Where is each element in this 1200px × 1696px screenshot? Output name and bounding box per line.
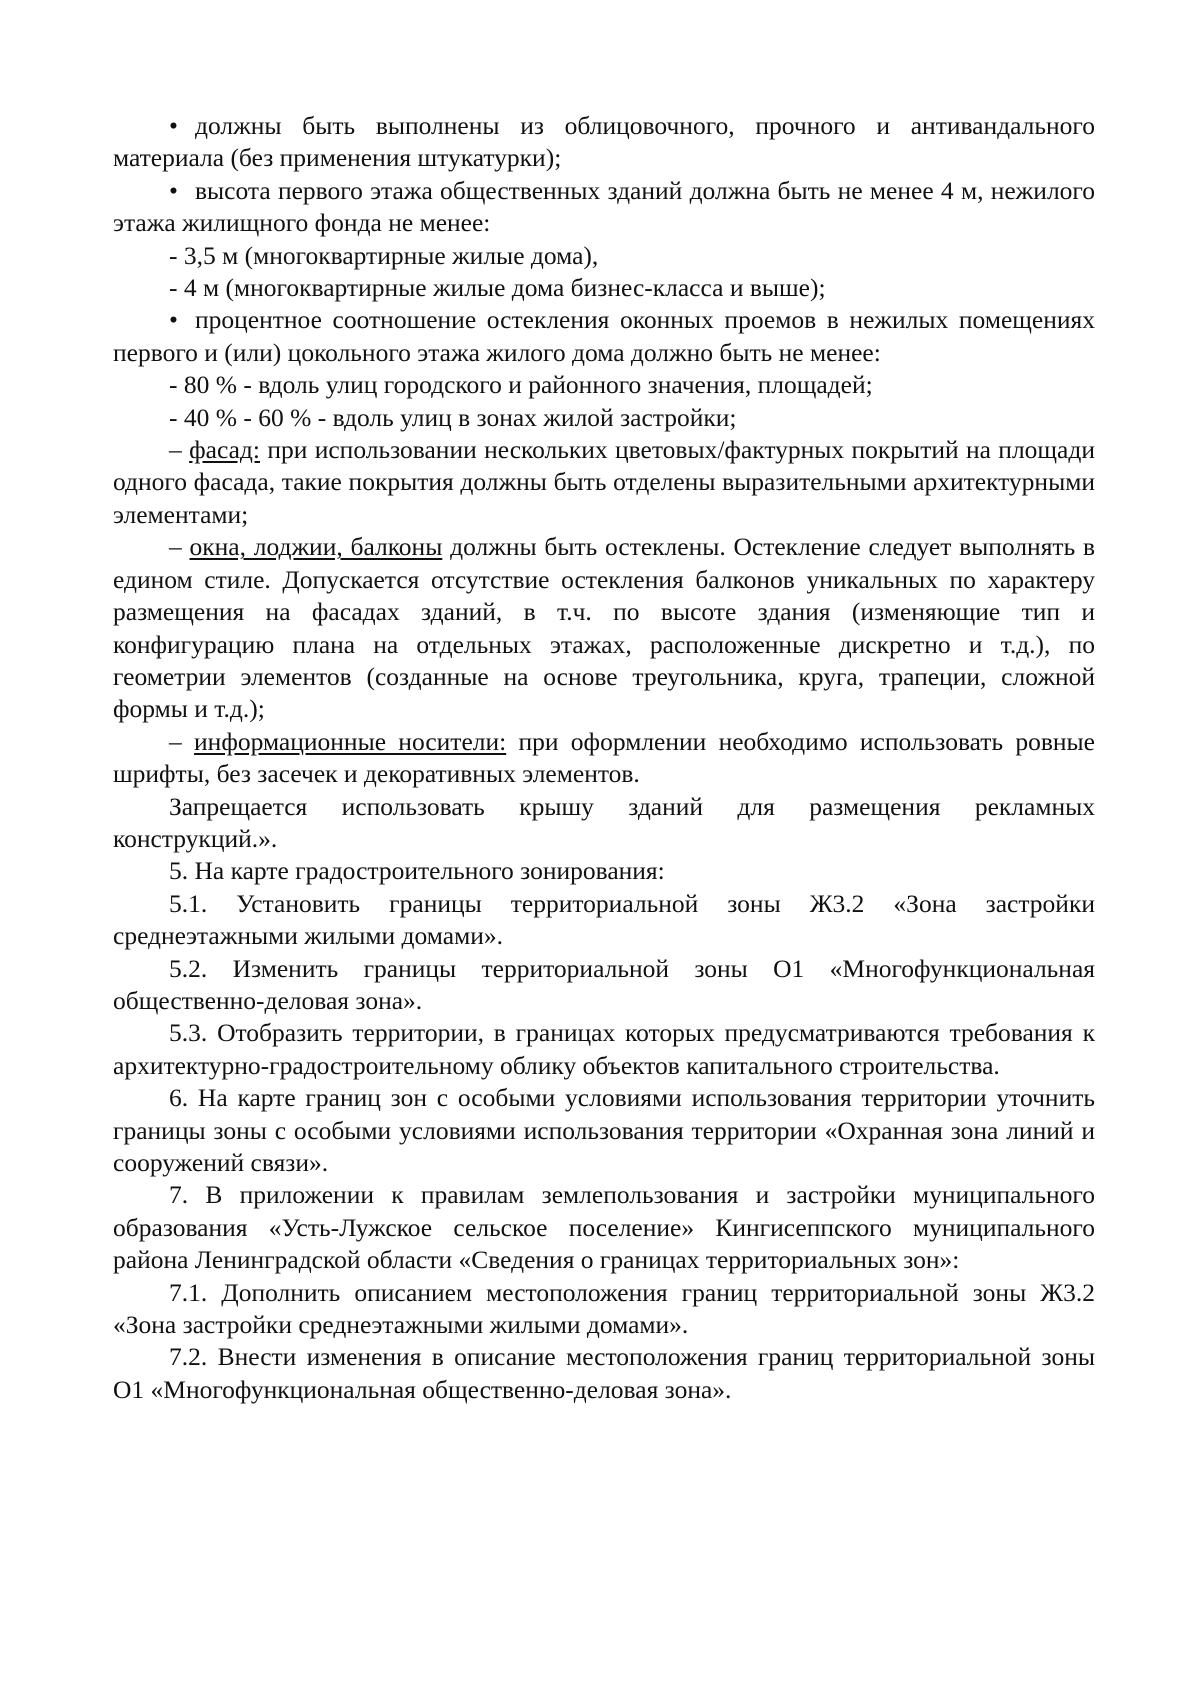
facade-paragraph xyxy=(113,434,1095,531)
windows-paragraph xyxy=(113,531,1095,725)
dash-glyph: – xyxy=(169,726,195,756)
section-7-2: 7.2. Внести изменения в описание местоположения границ территориальной зоны О1 «Многофункциональная общественно-деловая зона». xyxy=(113,1342,1095,1404)
facade-label: фасад: xyxy=(189,435,260,465)
info-carriers-label: информационные носители: xyxy=(194,726,507,756)
section-5-2: 5.2. Изменить границы территориальной зоны О1 «Многофункциональная общественно-деловая зона». xyxy=(113,953,1095,1015)
section-6: 6. На карте границ зон с особыми условиями использования территории уточнить границы зоны с особыми условиями использования территории «Охранная зона линий и сооружений связи». xyxy=(113,1083,1095,1177)
section-5-1: 5.1. Установить границы территориальной зоны Ж3.2 «Зона застройки среднеэтажными жилыми домами». xyxy=(113,888,1095,951)
bullet-material-text: должны быть выполнены из облицовочного, прочного и антивандального материала (без применения штукатурки); xyxy=(113,111,1095,173)
bullet-floor-height xyxy=(113,175,1095,240)
windows-text: должны быть остеклены. Остекление следует выполнять в едином стиле. Допускается отсутствие остекления балконов уникальных по характеру размещения на фасадах зданий, в т.ч. по высоте здания (изменяющие тип и конфигурацию плана на отдельных этажах, расположенные дискретно и т.д.), по геометрии элементов (созданные на основе треугольника, круга, трапеции, сложной формы и т.д.); xyxy=(113,532,1095,724)
bullet-floor-height-text: высота первого этажа общественных зданий должна быть не менее 4 м, нежилого этажа жилищного фонда не менее: xyxy=(113,175,1095,238)
dash-item-4m: - 4 м (многоквартирные жилые дома бизнес-класса и выше); xyxy=(169,273,826,303)
dash-item-40-60-percent: - 40 % - 60 % - вдоль улиц в зонах жилой застройки; xyxy=(169,402,737,432)
info-carriers-text: при оформлении необходимо использовать ровные шрифты, без засечек и декоративных элементов. xyxy=(113,726,1095,789)
facade-text: при использовании нескольких цветовых/фактурных покрытий на площади одного фасада, такие покрытия должны быть отделены выразительными архитектурными элементами; xyxy=(113,435,1095,529)
dash-glyph: – xyxy=(169,532,190,562)
bullet-material xyxy=(113,110,1095,175)
bullet-glazing-ratio-text: процентное соотношение остекления оконных проемов в нежилых помещениях первого и (или) цокольного этажа жилого дома должно быть не менее: xyxy=(113,305,1095,367)
info-carriers-paragraph xyxy=(113,726,1095,791)
dash-item-3-5m: - 3,5 м (многоквартирные жилые дома), xyxy=(169,240,599,270)
windows-label: окна, лоджии, балконы xyxy=(189,532,443,562)
section-7: 7. В приложении к правилам землепользования и застройки муниципального образования «Усть-Лужское сельское поселение» Кингисеппского муниципального района Ленинградской области «Сведения о границах территориальных зон»: xyxy=(113,1180,1095,1275)
bullet-icon: • xyxy=(169,305,178,335)
section-5-heading: 5. На карте градостроительного зонирования: xyxy=(169,856,665,886)
section-7-1: 7.1. Дополнить описанием местоположения границ территориальной зоны Ж3.2 «Зона застройки среднеэтажными жилыми домами». xyxy=(113,1277,1095,1340)
dash-item-80-percent: - 80 % - вдоль улиц городского и районного значения, площадей; xyxy=(169,370,873,400)
bullet-icon: • xyxy=(169,111,178,140)
document-page xyxy=(113,110,1095,1406)
bullet-glazing-ratio xyxy=(113,304,1095,369)
section-5-3: 5.3. Отобразить территории, в границах которых предусматриваются требования к архитектурно-градостроительному облику объектов капитального строительства. xyxy=(113,1018,1095,1080)
roof-prohibition-paragraph: Запрещается использовать крышу зданий для размещения рекламных конструкций.». xyxy=(113,791,1095,853)
dash-glyph: – xyxy=(169,435,190,465)
bullet-icon: • xyxy=(169,175,178,205)
